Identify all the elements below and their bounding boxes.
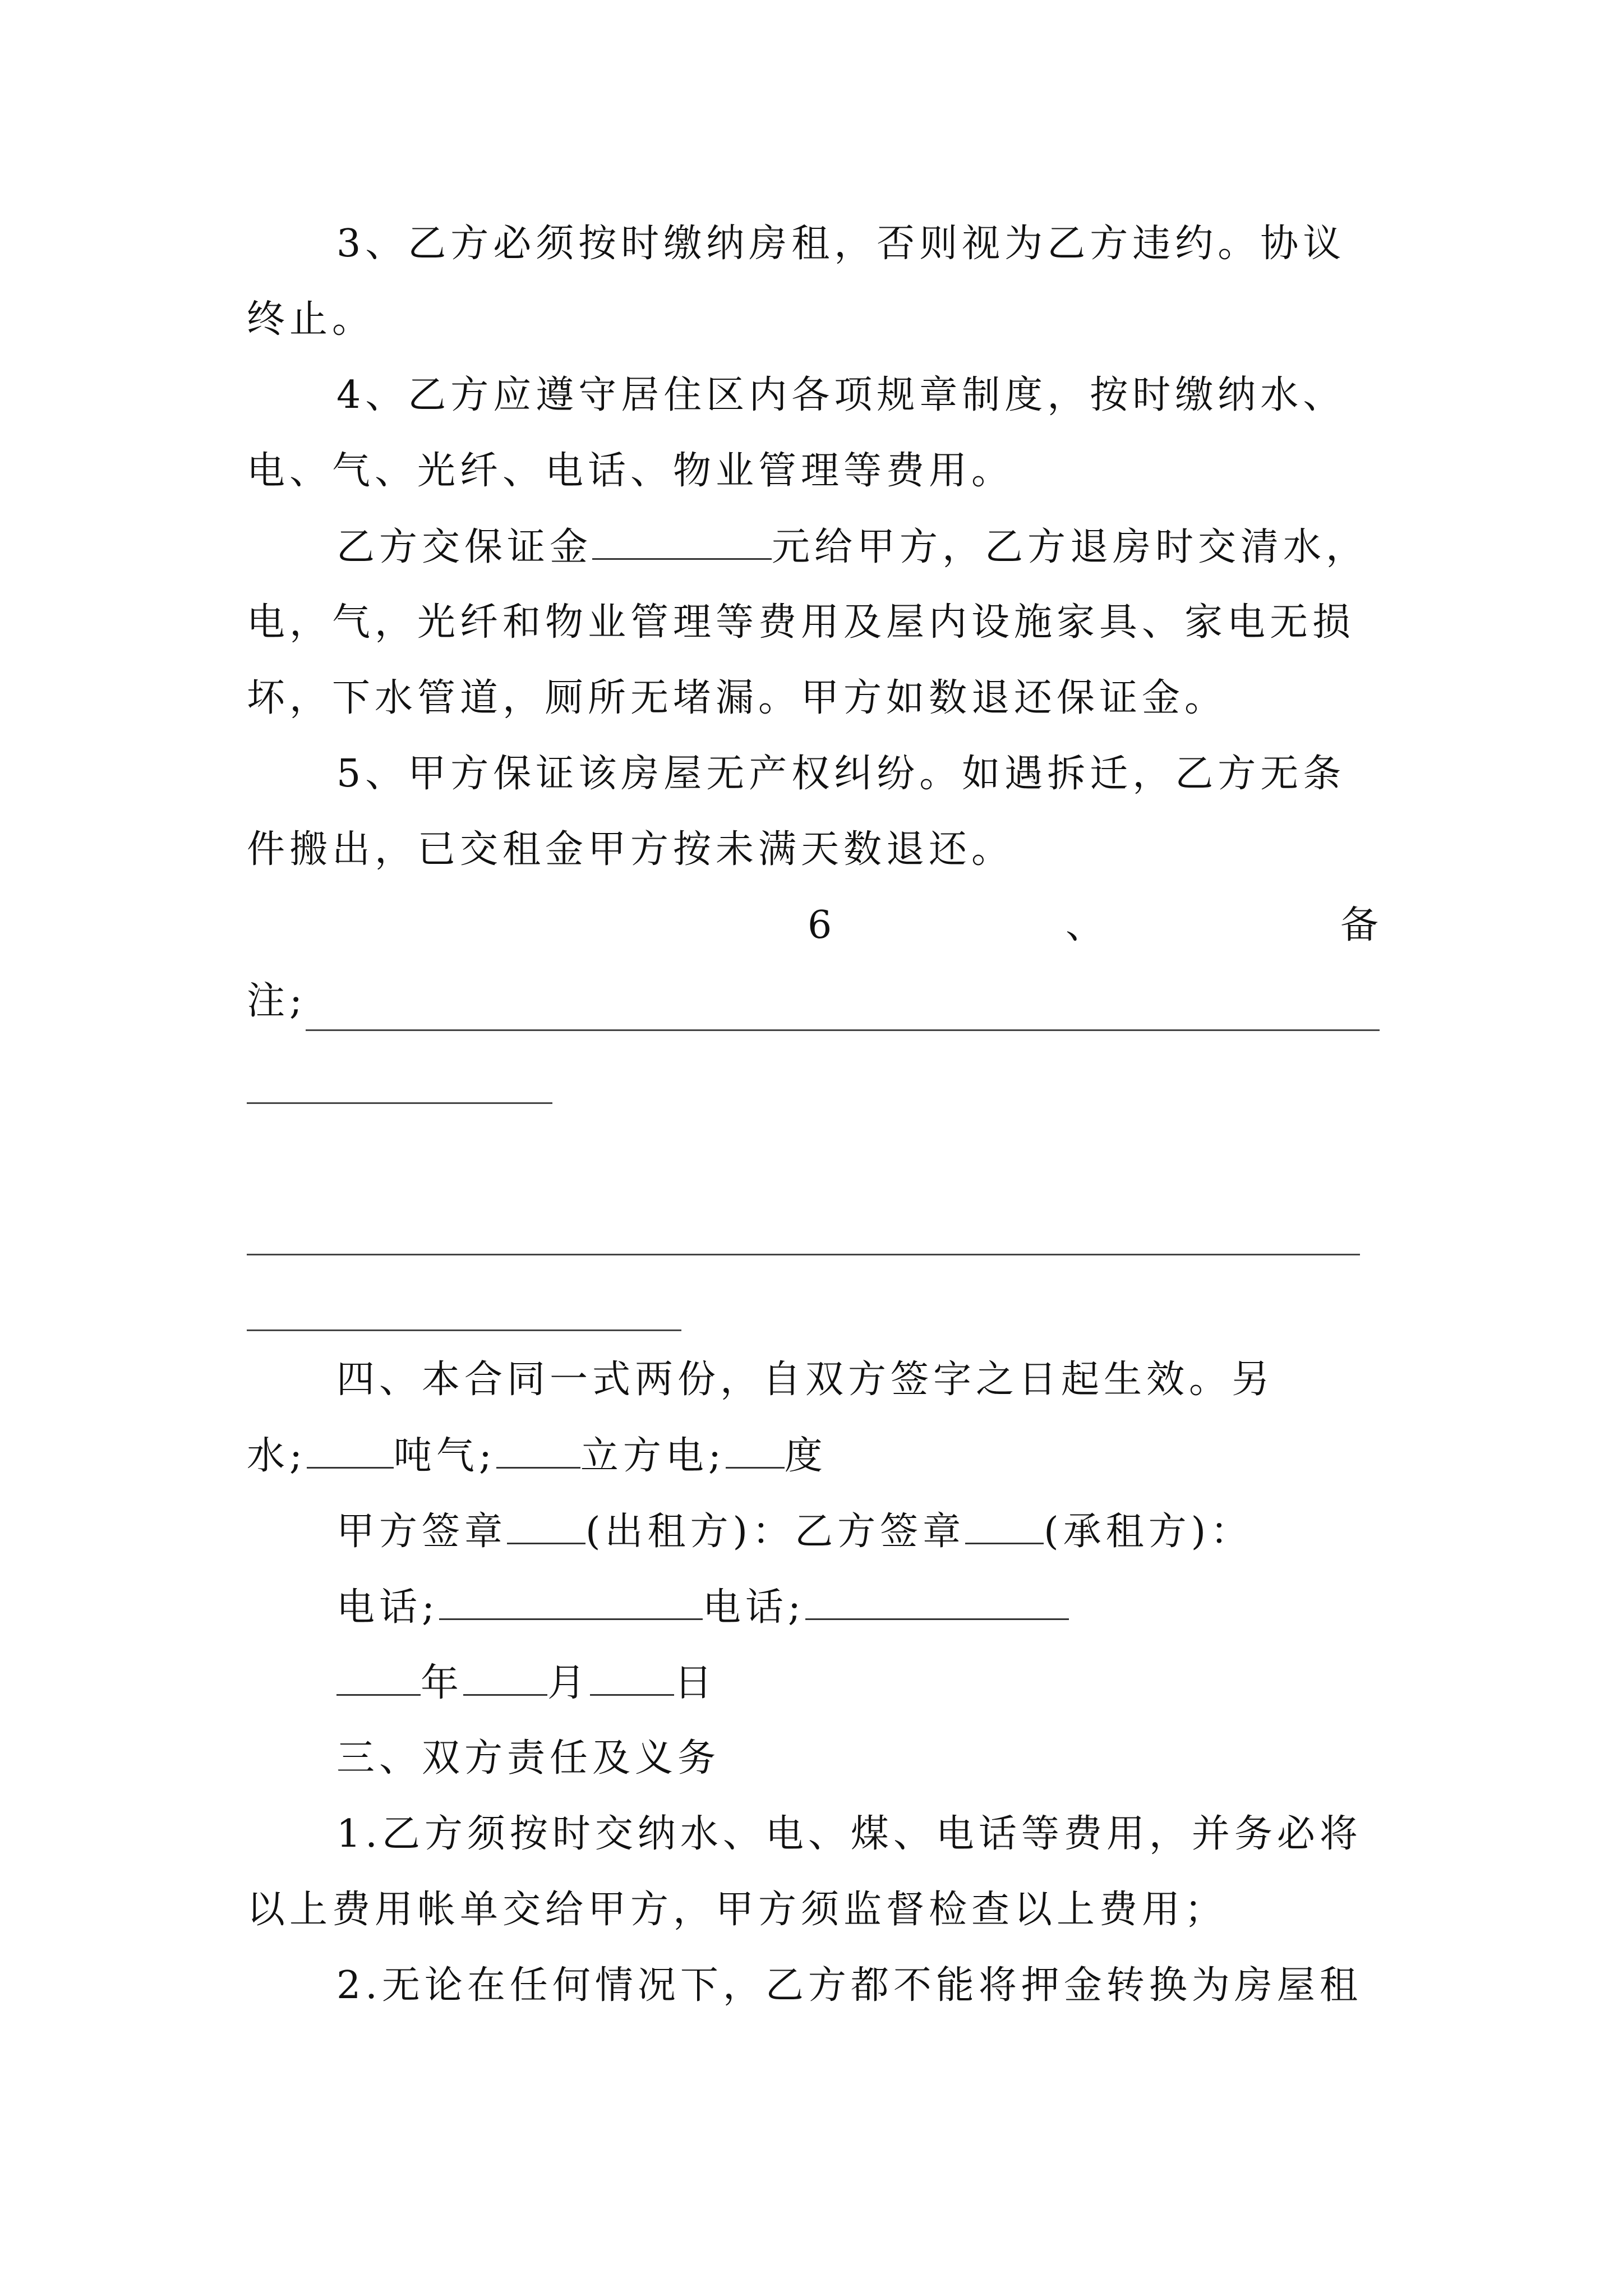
clause-3-line-1: 3、乙方必须按时缴纳房租，否则视为乙方违约。协议 — [336, 222, 1346, 266]
deposit-text: 元给甲方，乙方退房时交清水， — [772, 525, 1369, 569]
clause-6-word: 备 — [1340, 903, 1379, 947]
gas-label: 吨气; — [393, 1434, 496, 1478]
utility-readings-line — [247, 1433, 827, 1479]
remarks-blank-2 — [247, 1102, 552, 1104]
unit-label: 度 — [784, 1434, 827, 1478]
section-3-heading: 三、双方责任及义务 — [336, 1736, 721, 1780]
clause-5-line-1: 5、甲方保证该房屋无产权纠纷。如遇拆迁，乙方无条 — [336, 752, 1346, 796]
phone-label-a: 电话; — [336, 1585, 439, 1630]
deposit-line — [336, 524, 1368, 570]
phone-label-b: 电话; — [702, 1585, 805, 1630]
electricity-label: 立方电; — [580, 1434, 726, 1478]
year-blank — [336, 1660, 421, 1696]
clause-4-line-2: 电、气、光纤、电话、物业管理等费用。 — [247, 449, 1015, 493]
signature-line — [336, 1509, 1253, 1554]
remarks-label: 注; — [247, 979, 307, 1023]
electricity-blank — [726, 1433, 785, 1469]
lessee-label: (承租方)： — [1044, 1510, 1253, 1554]
duty-1-line-2: 以上费用帐单交给甲方，甲方须监督检查以上费用； — [247, 1888, 1228, 1932]
phone-line — [336, 1585, 1069, 1630]
phone-blank-b — [805, 1585, 1069, 1620]
duty-1-line-1: 1.乙方须按时交纳水、电、煤、电话等费用，并务必将 — [336, 1812, 1362, 1856]
month-blank — [463, 1660, 547, 1696]
party-b-sign-blank — [965, 1509, 1044, 1544]
clause-5-line-2: 件搬出，已交租金甲方按未满天数退还。 — [247, 827, 1015, 872]
water-blank — [307, 1433, 394, 1469]
day-blank — [590, 1660, 674, 1696]
remarks-blank-1 — [306, 1029, 1380, 1031]
month-label: 月 — [547, 1661, 591, 1705]
duty-2-line-1: 2.无论在任何情况下，乙方都不能将押金转换为房屋租 — [336, 1963, 1362, 2008]
party-a-sign-blank — [507, 1509, 585, 1544]
clause-3-line-2: 终止。 — [247, 297, 375, 342]
deposit-label: 乙方交保证金 — [336, 525, 593, 569]
remarks-blank-4 — [247, 1329, 681, 1331]
water-label: 水; — [247, 1434, 307, 1478]
date-line — [336, 1660, 717, 1706]
party-a-sign-label: 甲方签章 — [336, 1510, 508, 1554]
deposit-line-3: 坏，下水管道，厕所无堵漏。甲方如数退还保证金。 — [247, 676, 1228, 720]
deposit-amount-blank — [592, 524, 772, 560]
day-label: 日 — [674, 1661, 717, 1705]
section-4-line-1: 四、本合同一式两份，自双方签字之日起生效。另 — [336, 1358, 1275, 1402]
gas-blank — [496, 1433, 580, 1469]
clause-6-number: 6 — [808, 903, 832, 947]
deposit-line-2: 电，气，光纤和物业管理等费用及屋内设施家具、家电无损 — [247, 600, 1355, 645]
clause-4-line-1: 4、乙方应遵守居住区内各项规章制度，按时缴纳水、 — [336, 373, 1346, 417]
party-b-sign-label: (出租方)：乙方签章 — [585, 1510, 966, 1554]
remarks-blank-3 — [247, 1254, 1360, 1255]
phone-blank-a — [439, 1585, 703, 1620]
year-label: 年 — [421, 1661, 464, 1705]
clause-6-separator: 、 — [1066, 903, 1104, 947]
